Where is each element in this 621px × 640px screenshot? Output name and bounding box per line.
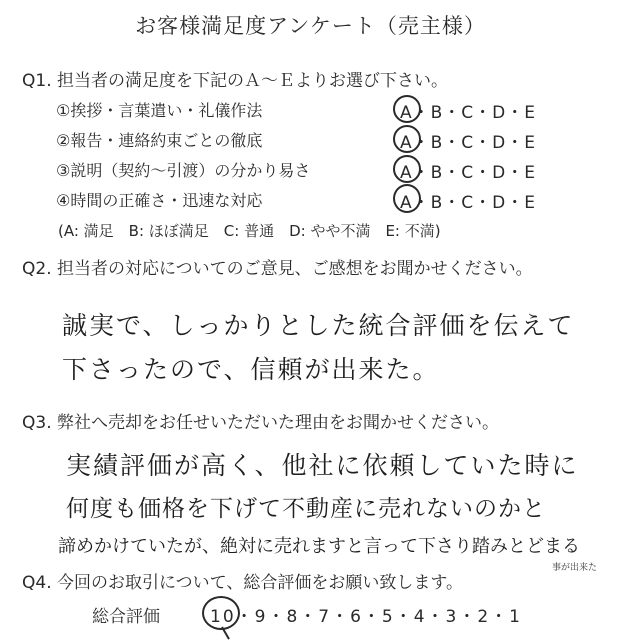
q1-answer-circle xyxy=(393,125,421,153)
q4-score-label: 総合評価 xyxy=(92,607,160,627)
q3-handwritten-note: 事が出来た xyxy=(552,563,598,573)
survey-title: お客様満足度アンケート（売主様） xyxy=(135,14,486,38)
q3-prompt: Q3. 弊社へ売却をお任せいただいた理由をお聞かせください。 xyxy=(22,413,500,433)
q1-item-label: ③説明（契約〜引渡）の分かり易さ xyxy=(56,161,311,180)
q3-handwritten-line-2: 何度も価格を下げて不動産に売れないのかと xyxy=(66,496,546,522)
q1-item-label: ①挨拶・言葉遣い・礼儀作法 xyxy=(56,101,263,120)
q1-prompt: Q1. 担当者の満足度を下記のＡ〜Ｅよりお選び下さい。 xyxy=(22,71,449,91)
q4-score-scale: 10・9・8・7・6・5・4・3・2・1 xyxy=(210,607,522,627)
q4-answer-circle xyxy=(202,596,240,630)
q3-handwritten-line-3: 諦めかけていたが、絶対に売れますと言って下さり踏みとどまる xyxy=(58,536,580,557)
q1-answer-circle xyxy=(393,184,421,213)
q1-scale: A・B・C・D・E xyxy=(400,193,536,213)
q2-handwritten-line-1: 誠実で、しっかりとした統合評価を伝えて xyxy=(62,311,575,340)
q1-item-label: ②報告・連絡約束ごとの徹底 xyxy=(56,131,263,150)
q1-scale: A・B・C・D・E xyxy=(400,133,536,153)
q2-handwritten-line-2: 下さったので、信頼が出来た。 xyxy=(62,355,440,384)
q1-item-label: ④時間の正確さ・迅速な対応 xyxy=(56,191,263,210)
q1-answer-circle xyxy=(393,155,421,183)
q2-prompt: Q2. 担当者の対応についてのご意見、ご感想をお聞かせください。 xyxy=(22,259,533,279)
q4-prompt: Q4. 今回のお取引について、総合評価をお願い致します。 xyxy=(22,573,463,593)
q1-scale: A・B・C・D・E xyxy=(400,163,536,183)
q3-handwritten-line-1: 実績評価が高く、他社に依頼していた時に xyxy=(66,451,579,480)
q1-scale: A・B・C・D・E xyxy=(400,103,536,123)
q1-legend: (A: 満足 B: ほぼ満足 C: 普通 D: やや不満 E: 不満) xyxy=(58,222,441,240)
q1-answer-circle xyxy=(393,95,421,123)
